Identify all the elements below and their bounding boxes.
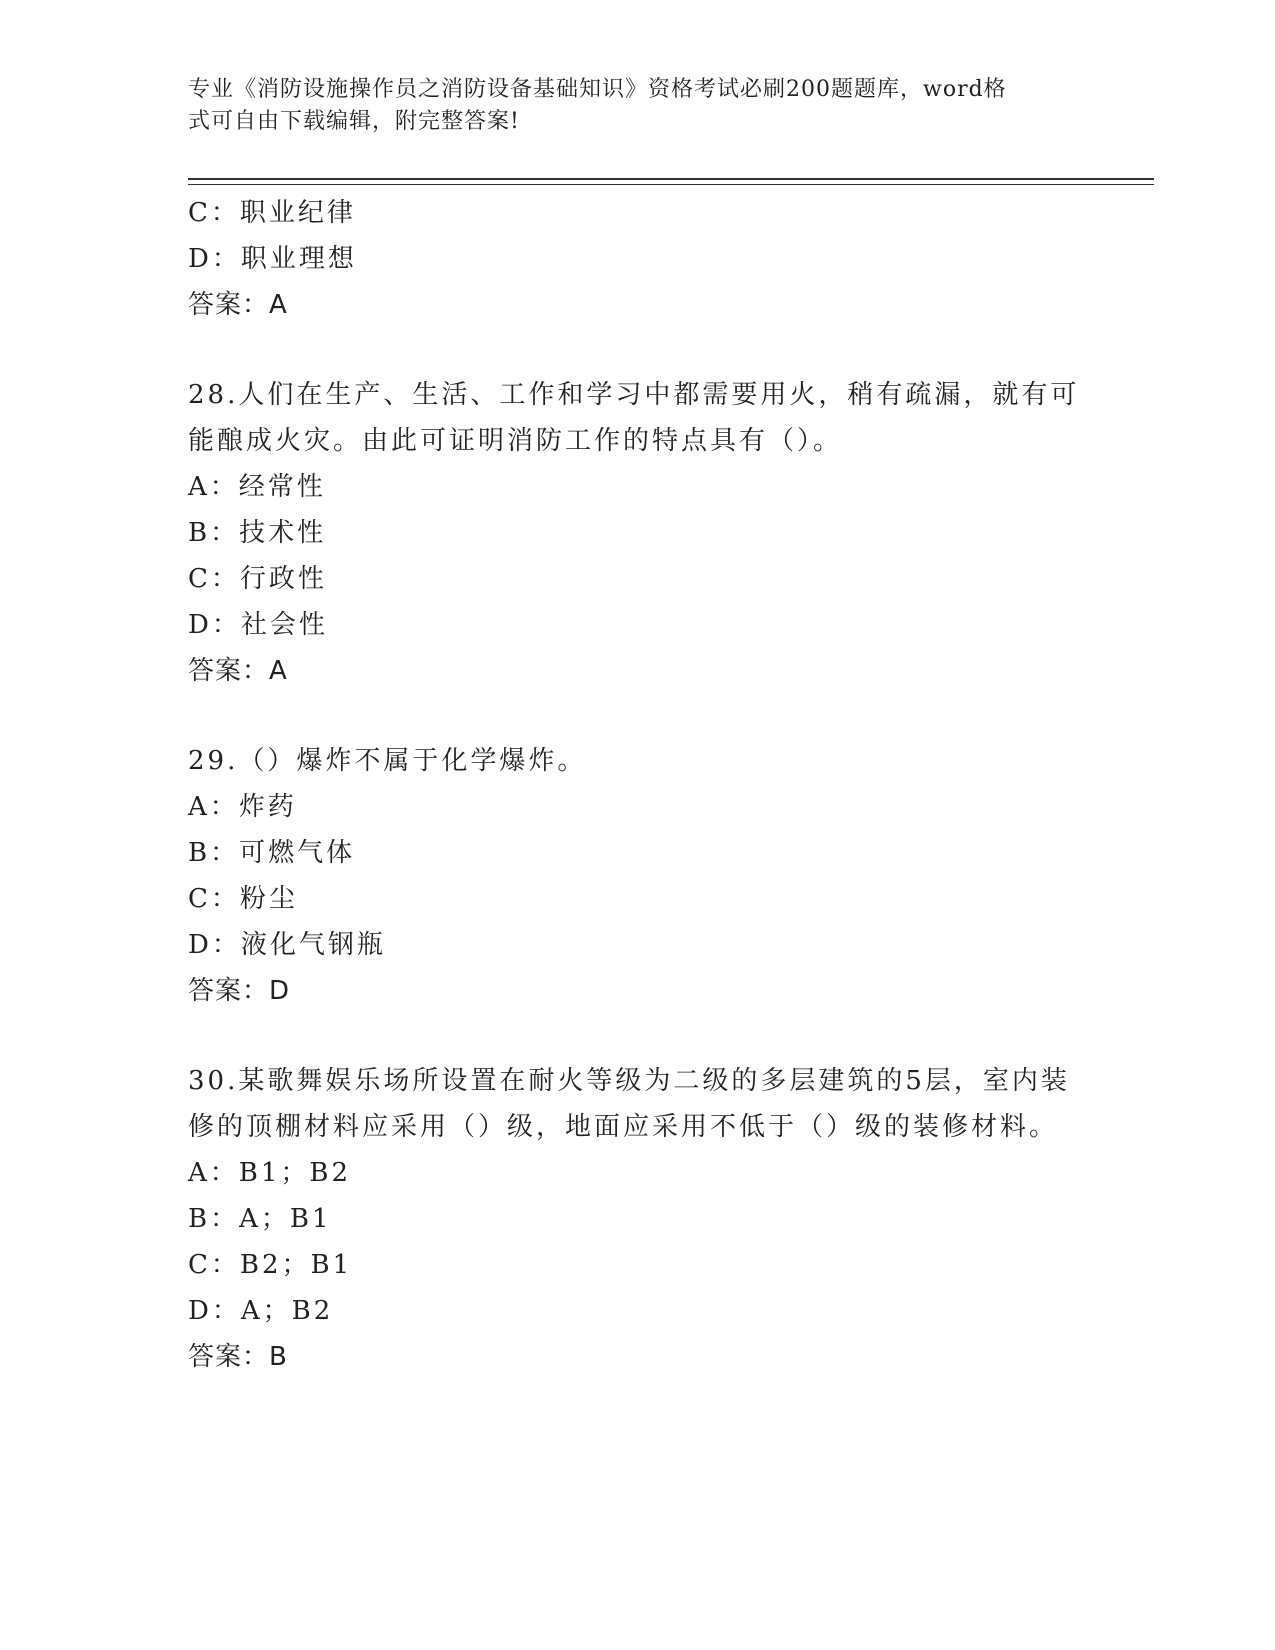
option-a: A：B1；B2	[188, 1158, 352, 1188]
option-b: B：可燃气体	[188, 838, 356, 868]
question-29	[188, 738, 1088, 1014]
partial-question	[188, 190, 1088, 328]
question-text-line: 29.（）爆炸不属于化学爆炸。	[188, 746, 587, 776]
question-text-line: 30.某歌舞娱乐场所设置在耐火等级为二级的多层建筑的5层，室内装	[188, 1066, 1070, 1096]
question-text-line: 能酿成火灾。由此可证明消防工作的特点具有（）。	[188, 426, 843, 456]
answer: 答案：B	[188, 1342, 288, 1372]
question-text-line: 修的顶棚材料应采用（）级，地面应采用不低于（）级的装修材料。	[188, 1112, 1059, 1142]
option-c: C：行政性	[188, 564, 327, 594]
option-d: D：社会性	[188, 610, 328, 640]
answer: 答案：A	[188, 656, 288, 686]
answer: 答案：D	[188, 976, 291, 1006]
option-b: B：A；B1	[188, 1204, 332, 1234]
option-c: C：粉尘	[188, 884, 298, 914]
option-d: D：A；B2	[188, 1296, 334, 1326]
option-c: C：职业纪律	[188, 198, 356, 228]
option-b: B：技术性	[188, 518, 327, 548]
document-header	[188, 74, 1068, 138]
option-a: A：经常性	[188, 472, 326, 502]
header-rule-thick	[188, 178, 1154, 180]
header-rule-thin	[188, 184, 1154, 185]
answer: 答案：A	[188, 290, 288, 320]
option-c: C：B2；B1	[188, 1250, 353, 1280]
question-list	[188, 190, 1088, 1380]
question-28	[188, 372, 1088, 694]
header-line-1: 专业《消防设施操作员之消防设备基础知识》资格考试必刷200题题库，word格	[188, 77, 1007, 102]
option-a: A：炸药	[188, 792, 297, 822]
option-d: D：职业理想	[188, 244, 357, 274]
question-text-line: 28.人们在生产、生活、工作和学习中都需要用火，稍有疏漏，就有可	[188, 380, 1080, 410]
question-30	[188, 1058, 1088, 1380]
option-d: D：液化气钢瓶	[188, 930, 386, 960]
header-line-2: 式可自由下载编辑，附完整答案!	[188, 109, 520, 134]
